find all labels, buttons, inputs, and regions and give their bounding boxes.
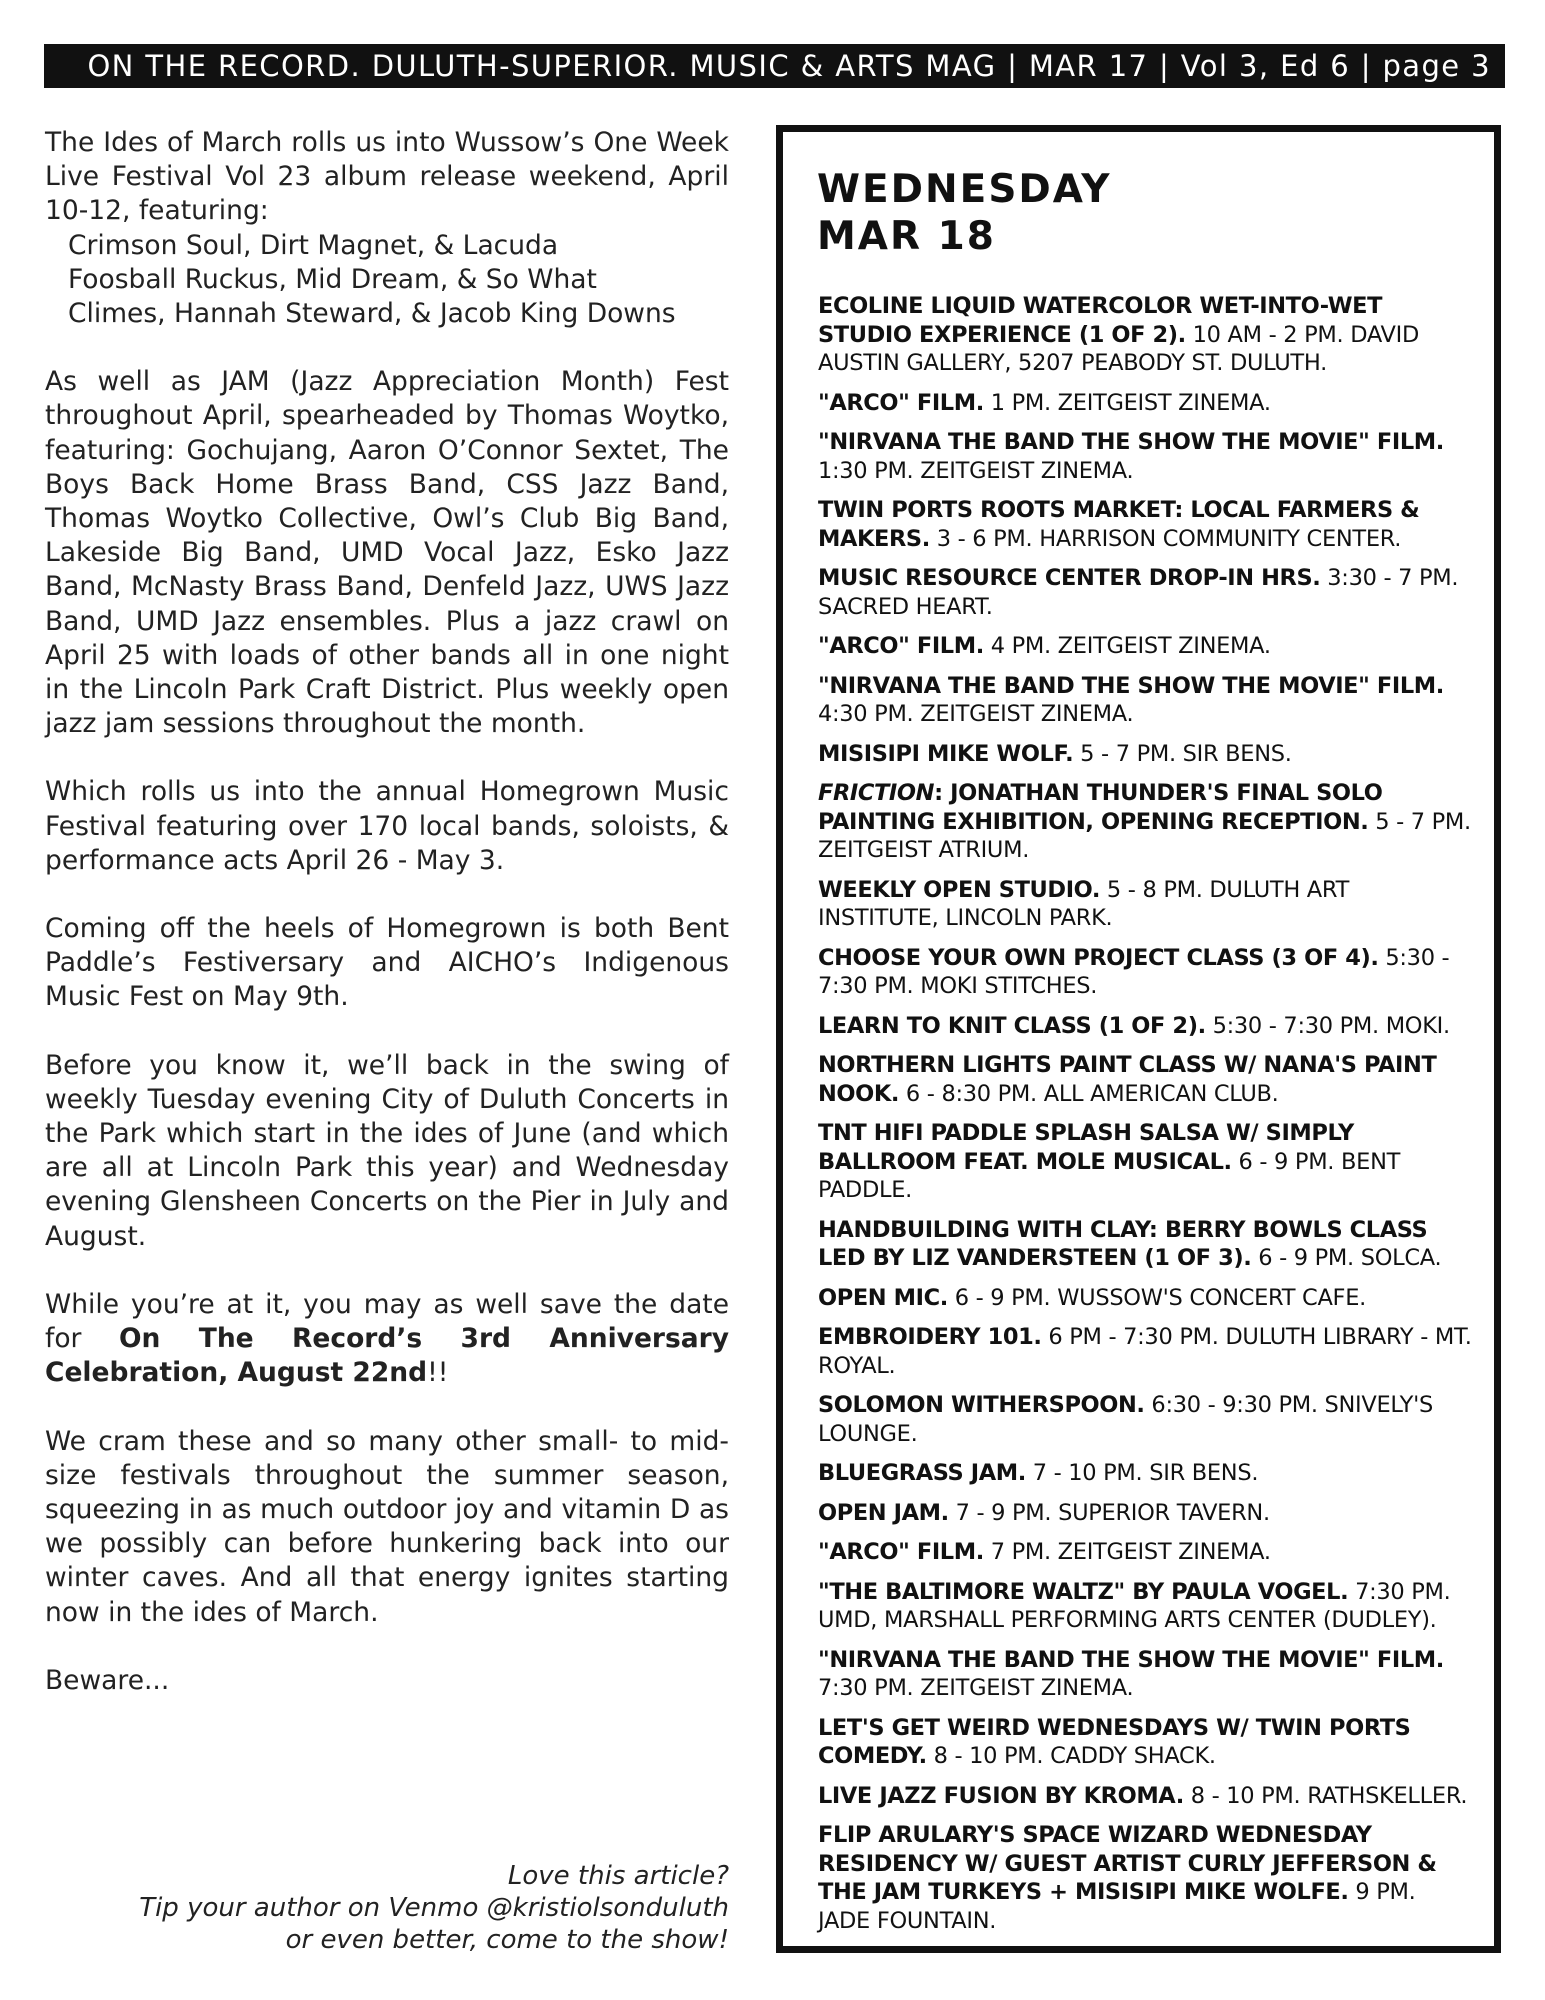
event-title (818, 1460, 1026, 1486)
events-calendar-box (776, 125, 1501, 1953)
event-detail: 7 - 10 PM. SIR BENS. (1025, 1460, 1259, 1486)
event-title-text: ECOLINE LIQUID WATERCOLOR WET-INTO-WET STUDIO EXPERIENCE (1 OF 2). (818, 293, 1383, 348)
lineup-line: Crimson Soul, Dirt Magnet, & Lacuda (68, 229, 559, 261)
event-title-text: BLUEGRASS JAM. (818, 1460, 1026, 1486)
event-title (818, 780, 1382, 835)
event-title-italic: FRICTION (818, 780, 935, 806)
article-paragraph: Coming off the heels of Homegrown is both Bent Paddle’s Festiversary and AICHO’s Indigenous Music Fest on May 9th. (45, 913, 729, 1013)
event-title (818, 1324, 1042, 1350)
event-item (818, 672, 1473, 729)
article-paragraph (45, 1288, 729, 1391)
tip-line: or even better, come to the show! (285, 1925, 729, 1955)
event-title (818, 390, 984, 416)
article-paragraph: Before you know it, we’ll back in the swing of weekly Tuesday evening City of Duluth Concerts in the Park which start in the ides of June (and which are all at Lincoln Park this year) and Wednesday evening Glensheen Concerts on the Pier in July and August. (45, 1049, 729, 1252)
event-title-text: MUSIC RESOURCE CENTER DROP-IN HRS. (818, 565, 1321, 591)
event-detail: 5 - 7 PM. SIR BENS. (1073, 740, 1292, 767)
event-item (818, 1538, 1473, 1567)
event-title-text: "NIRVANA THE BAND THE SHOW THE MOVIE" FILM. (818, 1646, 1444, 1673)
event-title-text: HANDBUILDING WITH CLAY: BERRY BOWLS CLASS LED BY LIZ VANDERSTEEN (1 OF 3). (818, 1216, 1428, 1271)
event-title-text: CHOOSE YOUR OWN PROJECT CLASS (3 OF 4). (818, 944, 1379, 971)
event-detail: 6 - 9 PM. SOLCA. (1251, 1245, 1442, 1271)
calendar-day: WEDNESDAY (817, 167, 1112, 212)
event-detail: 5 - 8 PM. DULUTH ART INSTITUTE, LINCOLN PARK. (818, 876, 1350, 931)
event-title-text: "ARCO" FILM. (818, 633, 984, 659)
event-item (818, 496, 1473, 553)
event-detail: 7 - 9 PM. SUPERIOR TAVERN. (948, 1499, 1270, 1526)
event-title-text: "ARCO" FILM. (818, 389, 984, 416)
event-item (818, 564, 1473, 621)
event-title-text: LIVE JAZZ FUSION BY KROMA. (818, 1782, 1184, 1809)
event-title (818, 429, 1444, 455)
anniversary-highlight: On The Record’s 3rd Anniversary Celebration, August 22nd (45, 1323, 729, 1389)
event-title (818, 673, 1444, 699)
article-signoff: Beware... (45, 1664, 170, 1696)
article-paragraph: We cram these and so many other small- to mid-size festivals throughout the summer season, squeezing in as much outdoor joy and vitamin D as we possibly can before hunkering back into our winter caves. And all that energy ignites starting now in the ides of March. (45, 1425, 729, 1628)
event-detail: 8 - 10 PM. CADDY SHACK. (926, 1743, 1216, 1769)
event-item (818, 1459, 1473, 1488)
event-title-text: OPEN MIC. (818, 1284, 948, 1311)
event-item (818, 1051, 1473, 1108)
event-detail: 5 - 7 PM. ZEITGEIST ATRIUM. (818, 808, 1471, 863)
event-detail: 6 - 9 PM. BENT PADDLE. (818, 1148, 1401, 1203)
event-item (818, 1782, 1473, 1811)
event-item (818, 1284, 1473, 1313)
calendar-heading (817, 166, 1111, 260)
event-item (818, 428, 1473, 485)
event-item (818, 779, 1473, 865)
event-detail: 6 - 8:30 PM. ALL AMERICAN CLUB. (899, 1080, 1279, 1107)
event-item (818, 740, 1473, 769)
event-title (818, 633, 984, 659)
tip-note (45, 1860, 729, 1956)
masthead-bar (44, 44, 1505, 88)
event-detail: 3 - 6 PM. HARRISON COMMUNITY CENTER. (929, 525, 1402, 552)
event-detail: 1 PM. ZEITGEIST ZINEMA. (983, 389, 1271, 416)
event-title (818, 1013, 1206, 1039)
event-item (818, 1646, 1473, 1703)
exclamation: !! (427, 1357, 449, 1389)
event-detail: 5:30 - 7:30 PM. MOKI. (1205, 1012, 1450, 1039)
event-item (818, 1499, 1473, 1528)
event-title-text: TNT HIFI PADDLE SPLASH SALSA W/ SIMPLY BALLROOM FEAT. MOLE MUSICAL. (818, 1120, 1354, 1175)
event-title (818, 877, 1100, 903)
events-list (818, 292, 1473, 1946)
event-title-text: "NIRVANA THE BAND THE SHOW THE MOVIE" FILM. (818, 429, 1444, 455)
event-detail: 9 PM. JADE FOUNTAIN. (818, 1879, 1416, 1934)
event-item (818, 944, 1473, 1001)
event-title-text: "NIRVANA THE BAND THE SHOW THE MOVIE" FILM. (818, 672, 1444, 699)
event-title-text: : JONATHAN THUNDER'S FINAL SOLO PAINTING EXHIBITION, OPENING RECEPTION. (818, 780, 1383, 835)
event-item (818, 632, 1473, 661)
calendar-date: MAR 18 (817, 214, 996, 259)
tip-line: Tip your author on Venmo @kristiolsonduluth (139, 1893, 729, 1923)
event-detail: 7:30 PM. ZEITGEIST ZINEMA. (818, 1675, 1134, 1701)
article-paragraph: Which rolls us into the annual Homegrown Music Festival featuring over 170 local bands, soloists, & performance acts April 26 - May 3. (45, 776, 729, 876)
masthead-title: ON THE RECORD. DULUTH-SUPERIOR. MUSIC & ARTS MAG | MAR 17 | Vol 3, Ed 6 | page 3 (87, 49, 1491, 83)
event-detail: 5:30 - 7:30 PM. MOKI STITCHES. (818, 944, 1450, 999)
event-title-text: MISISIPI MIKE WOLF. (818, 740, 1074, 767)
event-item (818, 1012, 1473, 1041)
event-detail: 1:30 PM. ZEITGEIST ZINEMA. (818, 457, 1134, 484)
article-column (45, 126, 729, 1732)
event-title-text: LEARN TO KNIT CLASS (1 OF 2). (818, 1012, 1206, 1039)
article-paragraph: As well as JAM (Jazz Appreciation Month) Fest throughout April, spearheaded by Thomas Woytko, featuring: Gochujang, Aaron O’Connor Sextet, The Boys Back Home Brass Band, CSS Jazz Band, Thomas Woytko Collective, Owl’s Club Big Band, Lakeside Big Band, UMD Vocal Jazz, Esko Jazz Band, McNasty Brass Band, Denfeld Jazz, UWS Jazz Band, UMD Jazz ensembles. Plus a jazz crawl on April 25 with loads of other bands all in one night in the Lincoln Park Craft District. Plus weekly open jazz jam sessions throughout the month. (45, 366, 729, 740)
event-item (818, 1578, 1473, 1635)
event-title-text: SOLOMON WITHERSPOON. (818, 1392, 1145, 1418)
event-title-text: EMBROIDERY 101. (818, 1324, 1042, 1350)
event-title (818, 1392, 1145, 1418)
event-item (818, 292, 1473, 378)
event-title-text: "THE BALTIMORE WALTZ" BY PAULA VOGEL. (818, 1578, 1349, 1605)
event-detail: 6:30 - 9:30 PM. SNIVELY'S LOUNGE. (818, 1392, 1433, 1447)
event-title-text: "ARCO" FILM. (818, 1539, 984, 1565)
article-paragraph: The Ides of March rolls us into Wussow’s One Week Live Festival Vol 23 album release weekend, April 10-12, featuring: (45, 127, 729, 227)
festival-lineup (45, 229, 729, 332)
event-title-text: WEEKLY OPEN STUDIO. (818, 876, 1101, 903)
event-title (818, 1500, 949, 1526)
event-item (818, 389, 1473, 418)
event-title (818, 1783, 1184, 1809)
lineup-line: Foosball Ruckus, Mid Dream, & So What (68, 263, 597, 295)
event-detail: 7 PM. ZEITGEIST ZINEMA. (983, 1539, 1271, 1565)
event-title (818, 1822, 1437, 1905)
event-item (818, 1119, 1473, 1205)
event-title-text: LET'S GET WEIRD WEDNESDAYS W/ TWIN PORTS COMEDY. (818, 1714, 1411, 1769)
lineup-line: Climes, Hannah Steward, & Jacob King Downs (68, 298, 676, 330)
event-title-text: NORTHERN LIGHTS PAINT CLASS W/ NANA'S PAINT NOOK. (818, 1052, 1437, 1107)
event-title (818, 1579, 1348, 1605)
event-item (818, 1714, 1473, 1771)
event-detail: 8 - 10 PM. RATHSKELLER. (1183, 1782, 1468, 1809)
event-detail: 6 - 9 PM. WUSSOW'S CONCERT CAFE. (947, 1284, 1366, 1311)
save-date-text: While you’re at it, you may as well save the date for (45, 1288, 729, 1355)
event-title (818, 1647, 1444, 1673)
event-title-text: TWIN PORTS ROOTS MARKET: LOCAL FARMERS & MAKERS. (818, 497, 1420, 552)
event-title (818, 741, 1073, 767)
event-item (818, 1821, 1473, 1935)
event-title (818, 945, 1379, 971)
event-detail: 10 AM - 2 PM. DAVID AUSTIN GALLERY, 5207 PEABODY ST. DULUTH. (818, 321, 1419, 376)
event-detail: 4:30 PM. ZEITGEIST ZINEMA. (818, 701, 1134, 727)
event-item (818, 1391, 1473, 1448)
event-item (818, 876, 1473, 933)
tip-line: Love this article? (507, 1861, 729, 1891)
event-title (818, 1539, 984, 1565)
event-detail: 6 PM - 7:30 PM. DULUTH LIBRARY - MT. ROYAL. (818, 1324, 1472, 1379)
event-detail: 4 PM. ZEITGEIST ZINEMA. (983, 633, 1271, 659)
event-title (818, 1285, 948, 1311)
event-title (818, 565, 1320, 591)
event-item (818, 1216, 1473, 1273)
event-title-text: OPEN JAM. (818, 1499, 949, 1526)
event-detail: 7:30 PM. UMD, MARSHALL PERFORMING ARTS CENTER (DUDLEY). (818, 1578, 1451, 1633)
event-item (818, 1323, 1473, 1380)
event-title-text: FLIP ARULARY'S SPACE WIZARD WEDNESDAY RESIDENCY W/ GUEST ARTIST CURLY JEFFERSON & THE JAM TURKEYS + MISISIPI MIKE WOLFE. (818, 1822, 1437, 1905)
event-detail: 3:30 - 7 PM. SACRED HEART. (818, 565, 1459, 620)
